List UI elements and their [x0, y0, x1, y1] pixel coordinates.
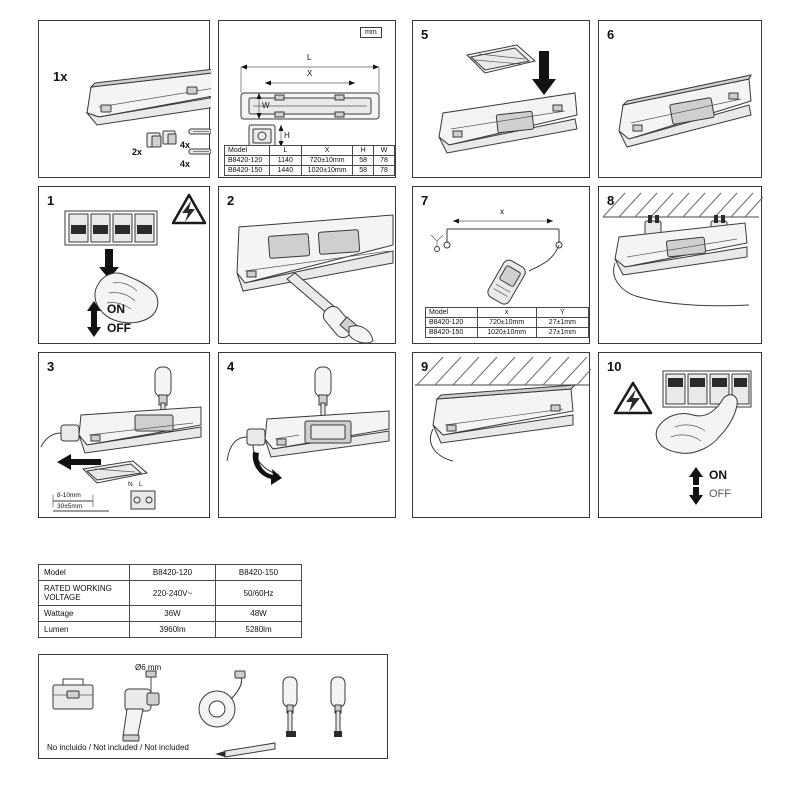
- panel-step-8: [598, 186, 762, 344]
- table-row: Model B8420-120 B8420-150: [39, 565, 302, 581]
- terminal-n-label: N: [128, 481, 133, 488]
- dimensions-table: [224, 145, 395, 176]
- panel-package-contents: [38, 20, 210, 178]
- fixture-illustration: [39, 21, 211, 179]
- panel-step-5: [412, 20, 590, 178]
- plug-quantity-label: 4x: [180, 159, 191, 169]
- package-quantity-label: 1x: [53, 69, 68, 84]
- table-row: B8420-120 720±10mm 27±1mm: [426, 318, 589, 328]
- dim-l-label: L: [307, 53, 312, 62]
- table-header-row: Model L X H W: [225, 146, 395, 156]
- panel-step-9: [412, 352, 590, 518]
- step-6-number: 6: [607, 27, 615, 42]
- step-8-number: 8: [607, 193, 615, 208]
- table-row: RATED WORKING VOLTAGE 220-240V~ 50/60Hz: [39, 581, 302, 606]
- step-1-on-label: ON: [107, 302, 125, 316]
- panel-step-7: [412, 186, 590, 344]
- step-4-illustration: [219, 353, 397, 519]
- step-10-number: 10: [607, 359, 622, 374]
- phillips-screwdriver-icon: [283, 677, 297, 737]
- panel-step-1: [38, 186, 210, 344]
- unit-label: mm: [360, 27, 382, 38]
- step-2-illustration: [219, 187, 397, 345]
- panel-step-2: [218, 186, 396, 344]
- step-2-number: 2: [227, 193, 235, 208]
- step-8-illustration: [599, 187, 763, 345]
- step-10-illustration: [599, 353, 763, 519]
- not-included-note: No incluido / Not included / Not included: [47, 743, 189, 752]
- table-header-row: Model x Y: [426, 308, 589, 318]
- step-7-dim-x-label: x: [500, 207, 504, 216]
- step-9-number: 9: [421, 359, 429, 374]
- panel-step-4: [218, 352, 396, 518]
- step-5-illustration: [413, 21, 591, 179]
- step-1-off-label: OFF: [107, 321, 131, 335]
- table-row: B8420-120 1140 720±10mm 58 78: [225, 156, 395, 166]
- drill-icon: [123, 671, 159, 741]
- table-row: Lumen 3960lm 5280lm: [39, 622, 302, 638]
- step-4-number: 4: [227, 359, 235, 374]
- step-10-off-label: OFF: [709, 488, 731, 500]
- panel-step-10: [598, 352, 762, 518]
- table-row: B8420-150 1440 1020±10mm 58 78: [225, 166, 395, 176]
- flat-screwdriver-icon: [331, 677, 345, 737]
- clip-quantity-label: 2x: [132, 147, 143, 157]
- step-7-number: 7: [421, 193, 429, 208]
- dim-w-label: W: [262, 101, 270, 110]
- step-6-illustration: [599, 21, 763, 179]
- dim-h-label: H: [284, 131, 290, 140]
- panel-step-3: [38, 352, 210, 518]
- step-5-number: 5: [421, 27, 429, 42]
- strip-length-label: 8-10mm: [57, 492, 81, 499]
- cable-length-label: 30±5mm: [57, 503, 83, 510]
- drill-size-label: Ø6 mm: [135, 663, 162, 672]
- step-3-number: 3: [47, 359, 55, 374]
- table-row: B8420-150 1020±10mm 27±1mm: [426, 328, 589, 338]
- step-9-illustration: [413, 353, 591, 519]
- table-row: Wattage 36W 48W: [39, 606, 302, 622]
- pencil-icon: [215, 743, 275, 757]
- dim-x-label: X: [307, 69, 313, 78]
- terminal-l-label: L: [139, 481, 143, 488]
- specifications-table: [38, 564, 302, 638]
- panel-tools: [38, 654, 388, 759]
- step-10-on-label: ON: [709, 468, 727, 482]
- step-7-table: [425, 307, 589, 338]
- panel-dimensions: [218, 20, 396, 178]
- tape-measure-icon: [199, 671, 245, 727]
- panel-step-6: [598, 20, 762, 178]
- toolbox-icon: [53, 679, 93, 709]
- screw-quantity-label: 4x: [180, 140, 191, 150]
- step-1-number: 1: [47, 193, 55, 208]
